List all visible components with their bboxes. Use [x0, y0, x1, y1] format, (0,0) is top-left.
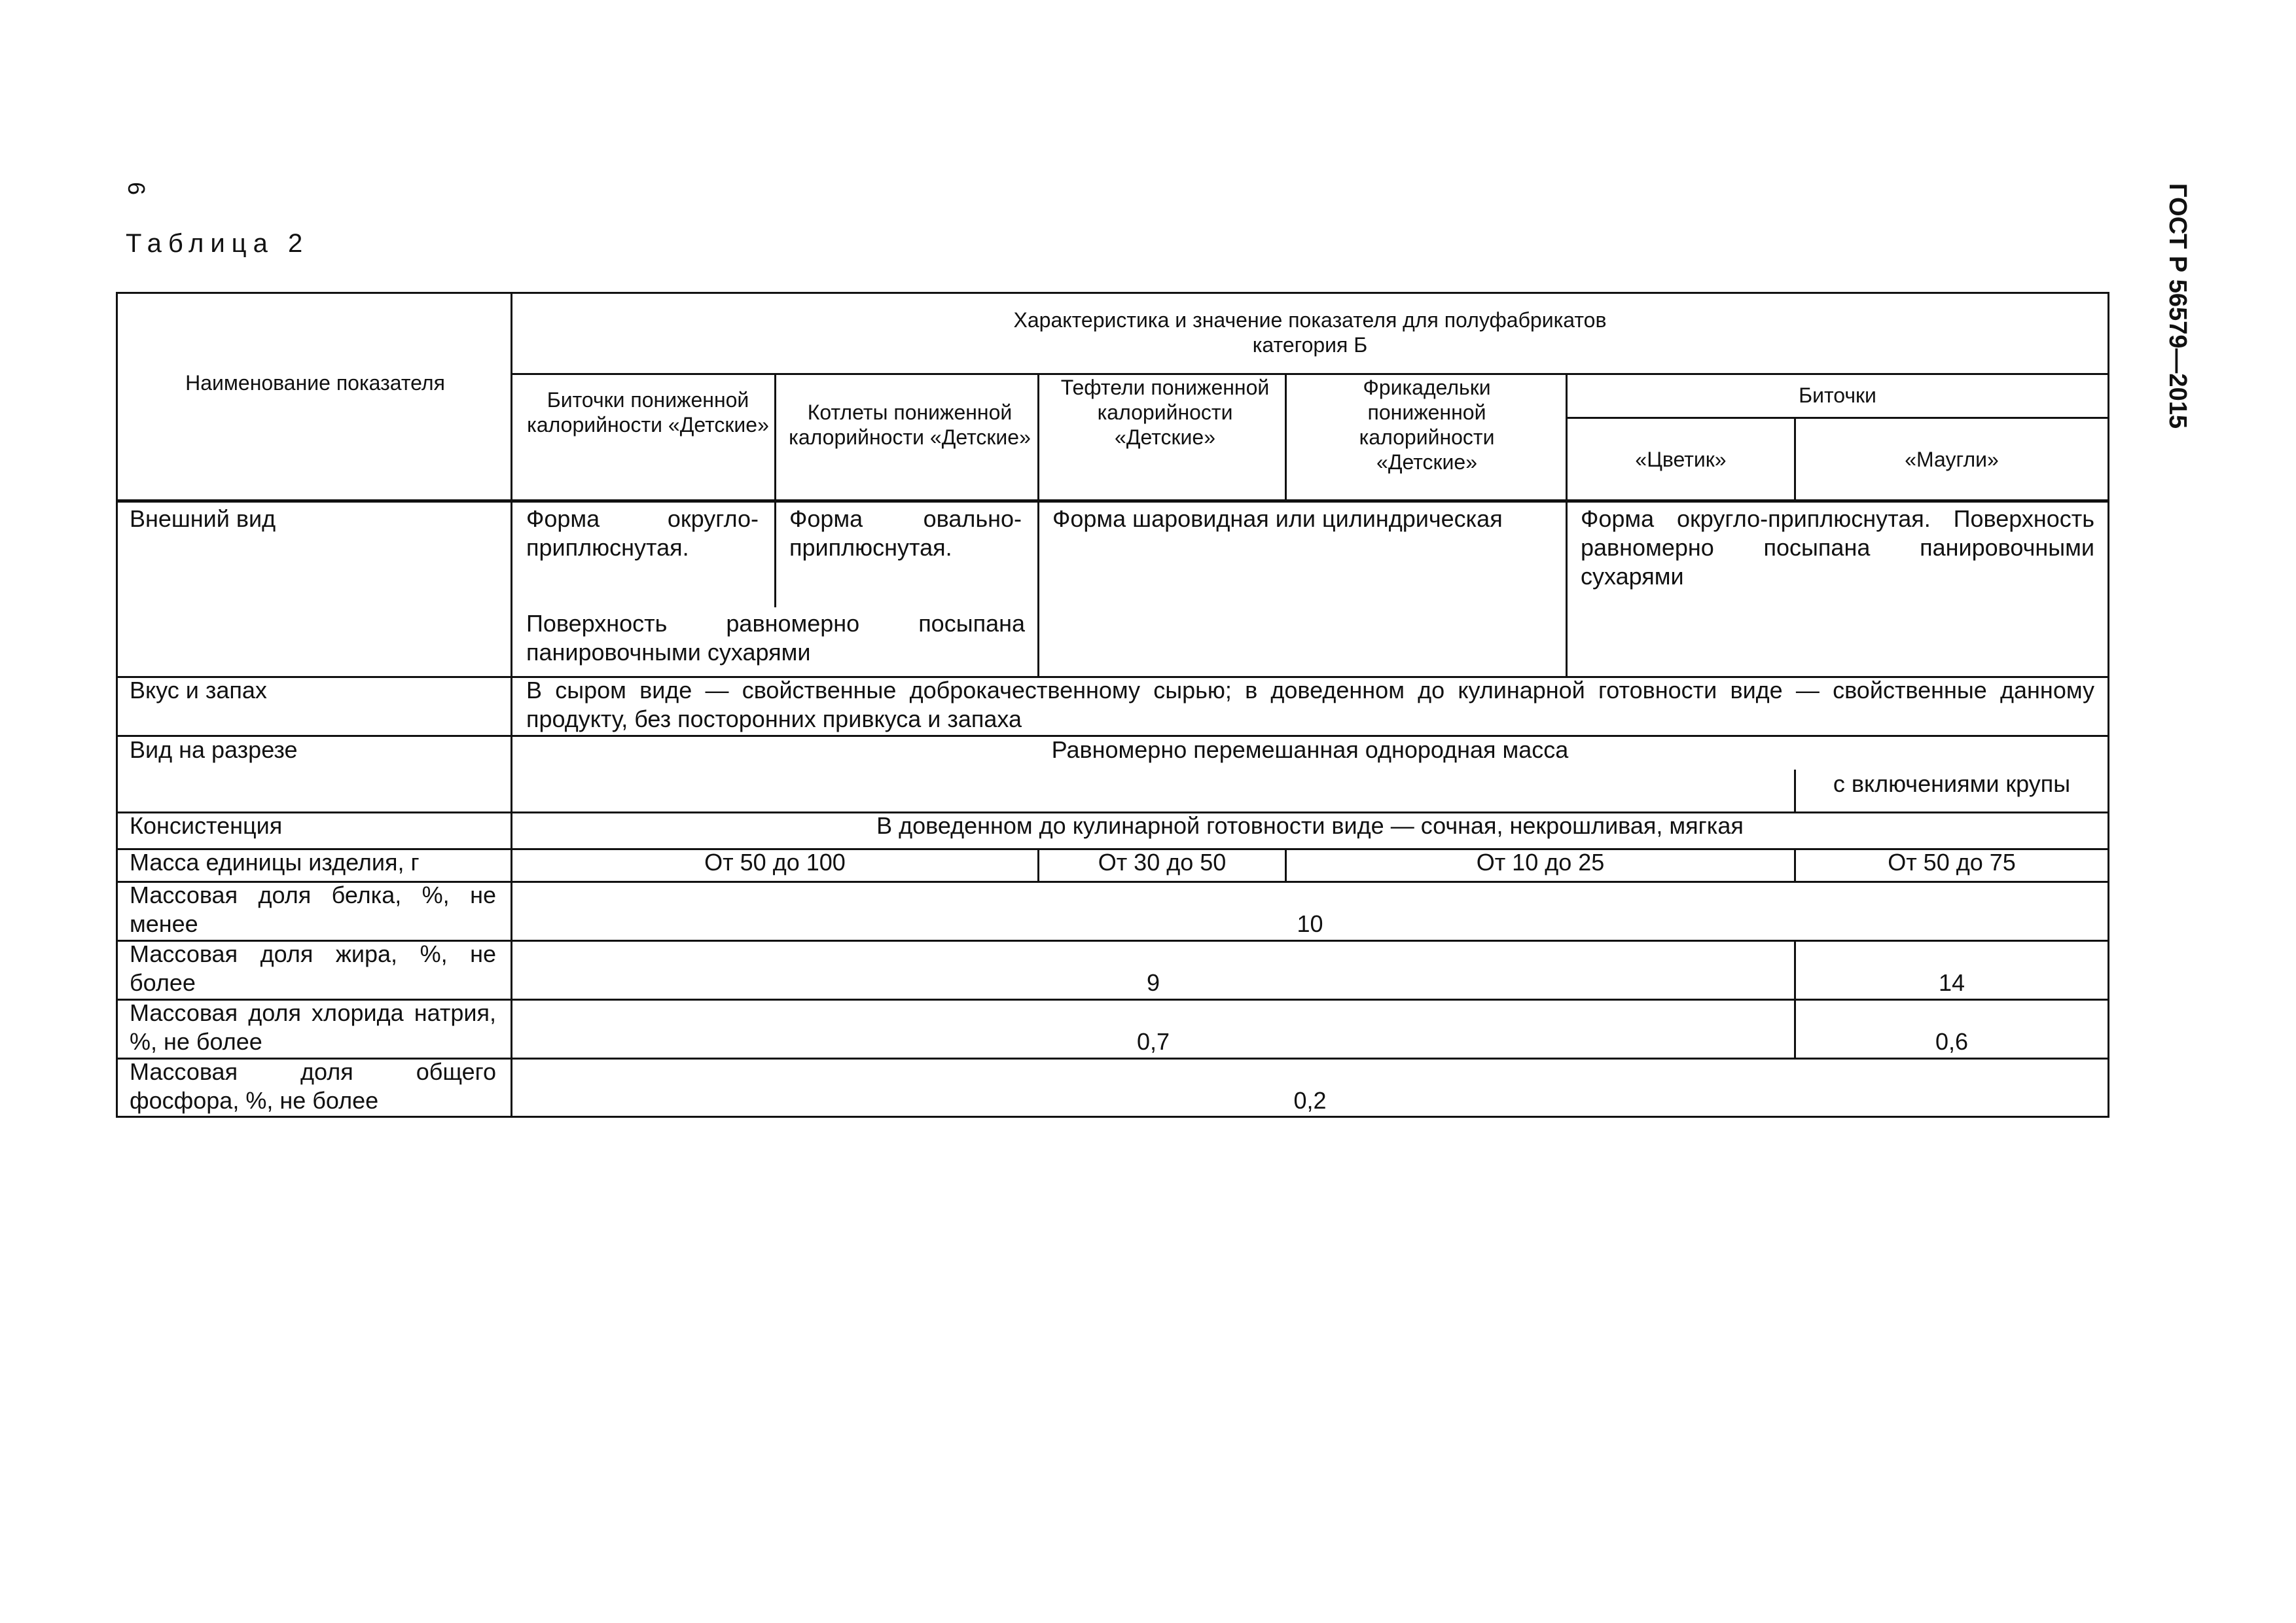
grid-line — [116, 292, 118, 1118]
cell-appearance-surface: Поверхность равномерно посыпана панировочными сухарями — [526, 610, 1025, 666]
header-category: категория Б — [1252, 333, 1368, 357]
cell-salt-maugli: 0,6 — [1935, 1028, 1969, 1055]
grid-line — [1037, 373, 1039, 501]
cell-fat-maugli: 14 — [1938, 969, 1965, 996]
row-label-fat: Массовая доля жира, %, не более — [130, 940, 496, 996]
cell-cut-maugli: с включениями крупы — [1833, 770, 2071, 797]
grid-line — [1566, 501, 1568, 678]
row-label-phosphorus: Массовая доля общего фосфора, %, не более — [130, 1058, 496, 1114]
row-label-salt: Массовая доля хлорида натрия, %, не более — [130, 999, 496, 1055]
cell-cut-value: Равномерно перемешанная однородная масса — [1051, 736, 1569, 763]
header-characteristic: Характеристика и значение показателя для полуфабрикатов — [1013, 308, 1607, 332]
cell-mass-col3: От 30 до 50 — [1098, 849, 1227, 876]
header-col-tefteli-detskie: Тефтели пониженной калорийности «Детские» — [1060, 376, 1270, 449]
cell-phosphorus-value: 0,2 — [1293, 1087, 1327, 1114]
cell-taste-value: В сыром виде — свойственные доброкачественному сырью; в доведенном до кулинарной готовности виде — свойственные данному продукту, без посторонних привкуса и запаха — [526, 677, 2094, 732]
row-label-protein: Массовая доля белка, %, не менее — [130, 882, 496, 937]
cell-mass-col45: От 10 до 25 — [1476, 849, 1605, 876]
header-name-column: Наименование показателя — [185, 371, 445, 395]
cell-protein-value: 10 — [1297, 910, 1323, 937]
page-number: 6 — [123, 181, 151, 196]
grid-line — [1568, 417, 2109, 419]
grid-line — [116, 499, 2109, 503]
header-col-bitochki-detskie: Биточки пониженной калорийности «Детские» — [527, 388, 769, 437]
cell-appearance-bitochki: Форма округло-приплюснутая. — [526, 505, 759, 561]
cell-mass-col6: От 50 до 75 — [1888, 849, 2016, 876]
row-label-appearance: Внешний вид — [130, 505, 276, 532]
table-label: Таблица 2 — [126, 229, 310, 258]
grid-line — [774, 501, 776, 607]
grid-line — [116, 292, 2109, 294]
grid-line — [2108, 292, 2109, 1118]
cell-mass-col12: От 50 до 100 — [704, 849, 846, 876]
cell-salt-main: 0,7 — [1136, 1028, 1170, 1055]
grid-line — [1285, 373, 1287, 501]
header-col-tsvetik: «Цветик» — [1635, 448, 1727, 471]
row-label-consistency: Консистенция — [130, 812, 283, 839]
cell-appearance-kotlety: Форма овально-приплюснутая. — [789, 505, 1022, 561]
grid-line — [116, 1116, 2109, 1118]
header-col-bitochki: Биточки — [1799, 383, 1876, 407]
header-col-kotlety-detskie: Котлеты пониженной калорийности «Детские» — [789, 401, 1031, 449]
standard-code: ГОСТ Р 56579—2015 — [2164, 183, 2191, 429]
row-label-taste: Вкус и запах — [130, 677, 267, 704]
header-col-frikadelki-detskie: Фрикадельки пониженной калорийности «Детские» — [1359, 376, 1495, 474]
cell-appearance-bitochki-brand: Форма округло-приплюснутая. Поверхность равномерно посыпана панировочными сухарями — [1581, 505, 2094, 590]
grid-line — [774, 373, 776, 501]
cell-fat-main: 9 — [1146, 969, 1160, 996]
cell-consistency-value: В доведенном до кулинарной готовности виде — сочная, некрошливая, мягкая — [876, 812, 1744, 839]
cell-appearance-tefteli-frikadelki: Форма шаровидная или цилиндрическая — [1052, 505, 1503, 532]
header-col-maugli: «Маугли» — [1905, 448, 1999, 471]
row-label-cut: Вид на разрезе — [130, 736, 298, 763]
grid-line — [1037, 501, 1039, 678]
row-label-mass: Масса единицы изделия, г — [130, 849, 420, 876]
